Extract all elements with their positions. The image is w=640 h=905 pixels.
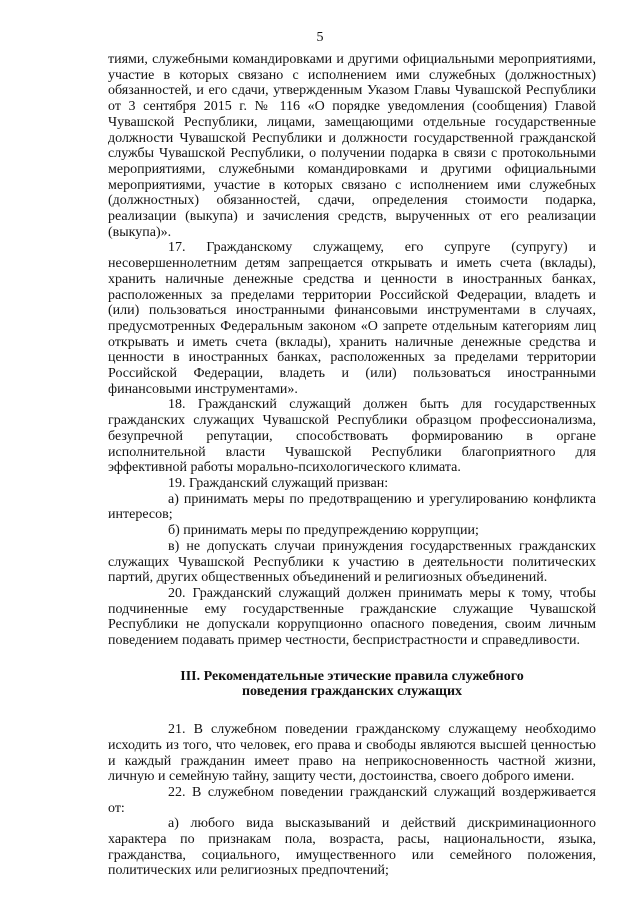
- paragraph-17: 17. Гражданскому служащему, его супруге (супругу) и несовершеннолетним детям запрещается открывать и иметь счета (вклады), хранить наличные денежные средства и ценности в иностранных банках, расположенных за пределами территории Российской Федерации, владеть и (или) пользоваться иностранными финансовыми инструментами в случаях, предусмотренных Федеральным законом «О запрете отдельным категориям лиц открывать и иметь счета (вклады), хранить наличные денежные средства и ценности в иностранных банках, расположенных за пределами территории Российской Федерации, владеть и (или) пользоваться иностранными финансовыми инструментами».: [108, 240, 596, 397]
- section-heading-line2: поведения гражданских служащих: [241, 684, 463, 700]
- paragraph-22a: а) любого вида высказываний и действий дискриминационного характера по признакам пола, возраста, расы, национальности, языка, гражданства, социального, имущественного или семейного положения, политических или религиозных предпочтений;: [108, 816, 596, 879]
- paragraph-20: 20. Гражданский служащий должен принимать меры к тому, чтобы подчиненные ему государственные гражданские служащие Чувашской Республики не допускали коррупционно опасного поведения, своим личным поведением подавать пример честности, беспристрастности и справедливости.: [108, 585, 596, 649]
- paragraph-19b: б) принимать меры по предупреждению коррупции;: [168, 523, 479, 539]
- section-heading: [108, 669, 596, 700]
- document-body: [108, 52, 596, 879]
- paragraph-21: 21. В служебном поведении гражданскому служащему необходимо исходить из того, что человек, его права и свободы являются высшей ценностью и каждый гражданин имеет право на неприкосновенность частной жизни, личную и семейную тайну, защиту чести, достоинства, своего доброго имени.: [108, 722, 596, 785]
- paragraph-continuation: тиями, служебными командировками и другими официальными мероприятиями, участие в которых связано с исполнением ими служебных (должностных) обязанностей, и его сдачи, утвержденным Указом Главы Чувашской Республики от 3 сентября 2015 г. № 116 «О порядке уведомления (сообщения) Главой Чувашской Республики, лицами, замещающими отдельные государственные должности Чувашской Республики и должности государственной гражданской службы Чувашской Республики, о получении подарка в связи с протокольными мероприятиями, служебными командировками и другими официальными мероприятиями, участие в которых связано с исполнением ими служебных (должностных) обязанностей, сдачи, определения стоимости подарка, реализации (выкупа) и зачисления средств, вырученных от его реализации (выкупа)».: [108, 52, 596, 240]
- paragraph-18: 18. Гражданский служащий должен быть для государственных гражданских служащих Чувашской Республики образцом профессионализма, безупречной репутации, способствовать формированию в органе исполнительной власти Чувашской Республики благоприятного для эффективной работы морально-психологического климата.: [108, 397, 596, 476]
- paragraph-19a: а) принимать меры по предотвращению и урегулированию конфликта интересов;: [108, 491, 596, 523]
- section-heading-line1: III. Рекомендательные этические правила служебного: [180, 668, 524, 684]
- paragraph-19c: в) не допускать случаи принуждения государственных гражданских служащих Чувашской Республики к участию в деятельности политических партий, других общественных объединений и религиозных объединений.: [108, 538, 596, 586]
- paragraph-19: 19. Гражданский служащий призван:: [168, 475, 389, 491]
- page-number: 5: [316, 30, 324, 45]
- paragraph-22: 22. В служебном поведении гражданский служащий воздерживается от:: [108, 784, 596, 816]
